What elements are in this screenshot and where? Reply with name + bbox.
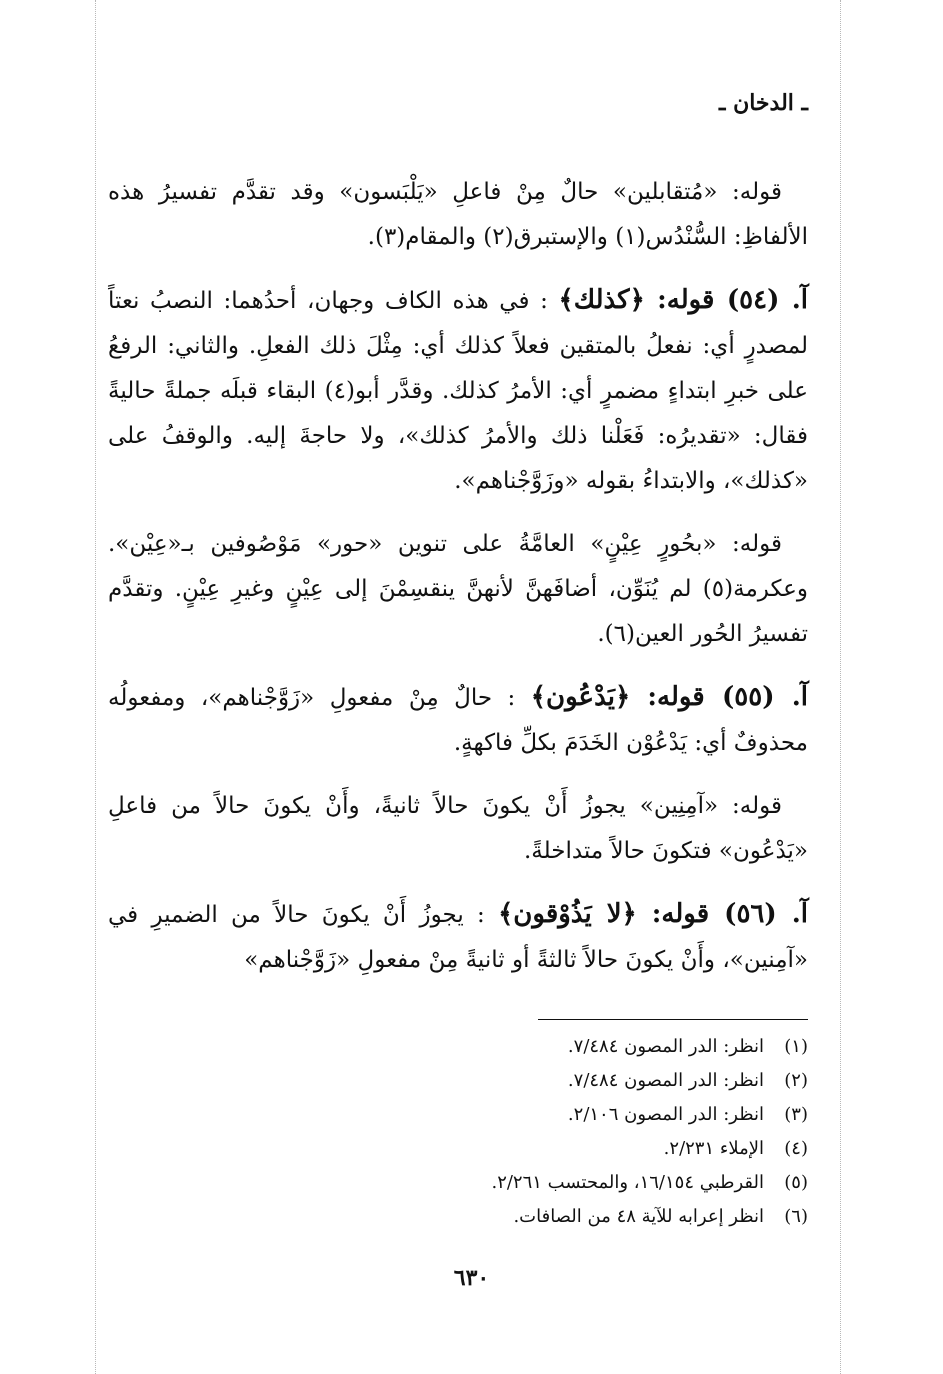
ayah-reference: آ. (٥٦) قوله: ﴿لا يَذُوْقون﴾ [498,899,809,929]
left-margin-guide [95,0,96,1374]
paragraph-4 [108,675,808,766]
paragraph-text: قوله: «آمِنِين» يجوزُ أَنْ يكونَ حالاً ثانيةً، وأَنْ يكونَ حالاً من فاعلِ «يَدْعُون» فتكونَ حالاً متداخلةً. [108,793,808,864]
paragraph-6 [108,892,808,983]
footnote-text: القرطبي ١٦/١٥٤، والمحتسب ٢/٢٦١. [491,1172,764,1193]
footnote-number: (١) [784,1036,808,1057]
paragraph-text: قوله: «بحُورٍ عِيْنٍ» العامَّةُ على تنوين «حور» مَوْصُوفين بـ«عِيْن». وعكرمة(٥) لم يُنَوِّن، أضافَهنَّ لأنهنَّ ينقسِمْنَ إلى عِيْنٍ وغيرِ عِيْنٍ. وتقدَّم تفسيرُ الحُور العين(٦). [108,531,808,647]
paragraph-text: : في هذه الكاف وجهان، أحدُهما: النصبُ نعتاً لمصدرٍ أي: نفعلُ بالمتقين فعلاً كذلك أي: مِثْلَ ذلك الفعلِ. والثاني: الرفعُ على خبرِ ابتداءٍ مضمرٍ أي: الأمرُ كذلك. وقدَّر أبو(٤) البقاء قبلَه جملةً حاليةً فقال: «تقديرُه: فَعَلْنا ذلك والأمرُ كذلك»، ولا حاجةَ إليه. والوقفُ على «كذلك»، والابتداءُ بقوله «وزَوَّجْناهم». [108,288,809,494]
footnote-divider [538,1019,808,1020]
paragraph-2 [108,278,808,504]
footnote-number: (٣) [784,1104,808,1125]
paragraph-1 [108,170,808,260]
ayah-reference: آ. (٥٤) قوله: ﴿كذلك﴾ [558,285,809,315]
footnote-item [108,1200,808,1234]
footnote-number: (٤) [784,1138,808,1159]
page-number: ٦٣٠ [453,1265,490,1291]
footnote-number: (٢) [784,1070,808,1091]
footnote-item [108,1098,808,1132]
paragraph-text: : يجوزُ أَنْ يكونَ حالاً من الضميرِ في «آمِنين»، وأَنْ يكونَ حالاً ثالثةً أو ثانيةً مِنْ مفعولِ «زَوَّجْناهم» [108,902,808,973]
footnote-item [108,1064,808,1098]
footnote-item [108,1030,808,1064]
ayah-reference: آ. (٥٥) قوله: ﴿يَدْعُون﴾ [530,682,808,712]
footnote-text: انظر: الدر المصون ٧/٤٨٤. [567,1070,764,1091]
footnote-number: (٥) [784,1172,808,1193]
paragraph-5 [108,784,808,874]
footnote-item [108,1132,808,1166]
footnote-text: انظر: الدر المصون ٧/٤٨٤. [567,1036,764,1057]
footnote-text: الإملاء ٢/٢٣١. [663,1138,764,1159]
paragraph-3 [108,522,808,657]
footnote-text: انظر: الدر المصون ٢/١٠٦. [567,1104,764,1125]
right-margin-guide [840,0,841,1374]
footnote-item [108,1166,808,1200]
footnote-text: انظر إعرابه للآية ٤٨ من الصافات. [513,1206,764,1227]
paragraph-text: : حالٌ مِنْ مفعولِ «زَوَّجْناهم»، ومفعولُه محذوفٌ أي: يَدْعُوْن الخَدَمَ بكلِّ فاكهةٍ. [108,685,808,756]
page-body [108,90,808,1234]
footnote-number: (٦) [784,1206,808,1227]
footnotes-list [108,1030,808,1234]
running-head: ـ الدخان ـ [718,90,808,116]
paragraph-text: قوله: «مُتقابلين» حالٌ مِنْ فاعلِ «يَلْبَسون» وقد تقدَّم تفسيرُ هذه الألفاظِ: السُّنْدُس(١) والإستبرق(٢) والمقام(٣). [108,179,808,250]
